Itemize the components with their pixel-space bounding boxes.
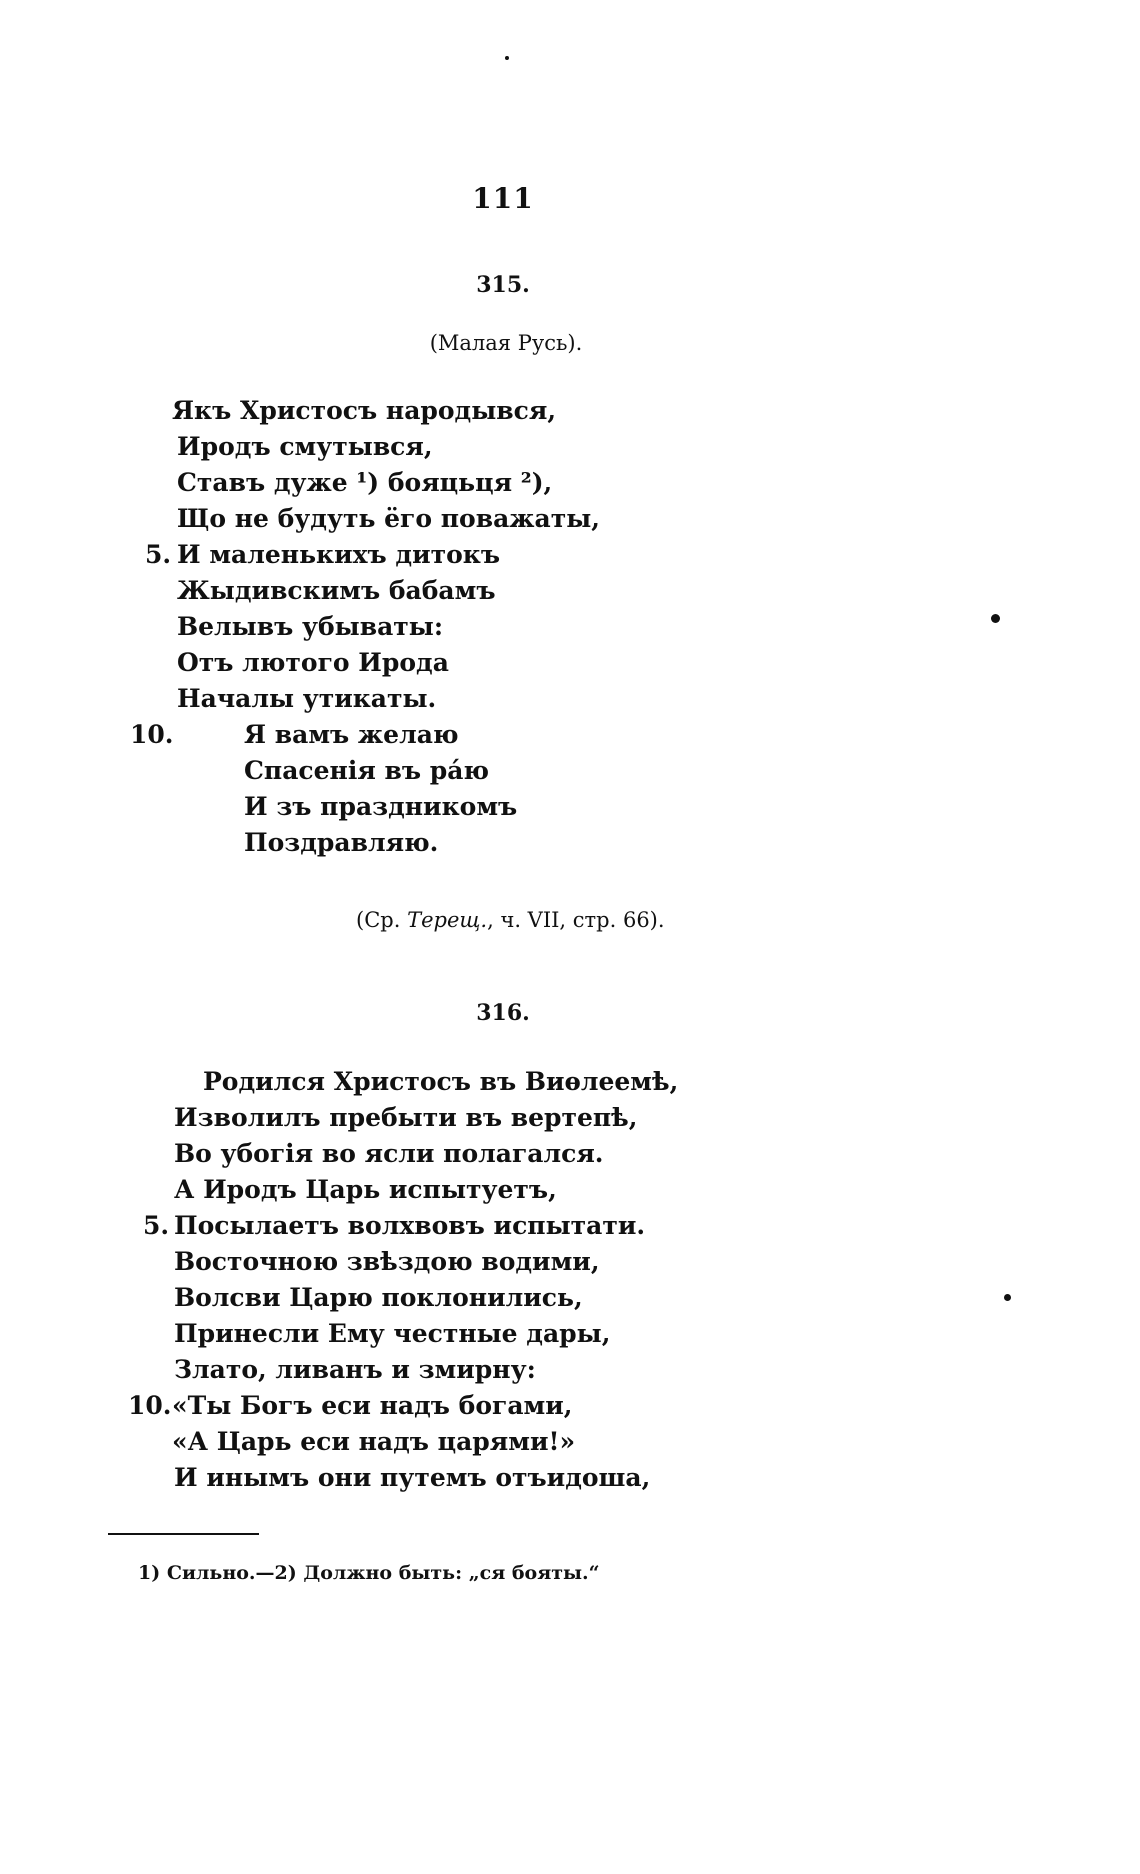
poem-number: 316. (476, 1000, 530, 1026)
footnote-divider (108, 1533, 259, 1535)
verse-line: Восточною звѣздою водими, (174, 1247, 600, 1276)
verse-line: Началы утикаты. (177, 684, 437, 713)
footnote: 1) Сильно.—2) Должно быть: „ся бояты.“ (138, 1562, 600, 1584)
verse-line: Иродъ смутывся, (177, 432, 433, 461)
verse-line: Що не будуть ёго поважаты, (177, 504, 600, 533)
page-number: 111 (472, 182, 534, 215)
verse-line: «Ты Богъ еси надъ богами, (172, 1391, 573, 1420)
verse-line: Ставъ дуже ¹) бояцьця ²), (177, 468, 553, 497)
verse-line: Родился Христосъ въ Виѳлеемѣ, (203, 1067, 679, 1096)
verse-line: Якъ Христосъ народывся, (172, 396, 557, 425)
line-number: 10. (130, 720, 174, 749)
verse-line: Посылаетъ волхвовъ испытати. (174, 1211, 646, 1240)
verse-line: И зъ праздникомъ (244, 792, 518, 821)
verse-line: Злато, ливанъ и змирну: (174, 1355, 536, 1384)
verse-line: Поздравляю. (244, 828, 439, 857)
source-reference (356, 908, 665, 932)
ink-speck (991, 614, 1000, 623)
poem-number: 315. (476, 272, 530, 298)
verse-line: И инымъ они путемъ отъидоша, (174, 1463, 651, 1492)
reference-details: , ч. VII, стр. 66). (487, 908, 665, 932)
line-number: 10. (128, 1391, 172, 1420)
ink-speck (1004, 1294, 1011, 1301)
poem-region: (Малая Русь). (429, 331, 583, 355)
line-number: 5. (143, 1211, 170, 1240)
ink-speck (505, 56, 509, 60)
verse-line: Велывъ убываты: (177, 612, 444, 641)
verse-line: Я вамъ желаю (244, 720, 459, 749)
verse-line: И маленькихъ дитокъ (177, 540, 501, 569)
verse-line: Принесли Ему честные дары, (174, 1319, 611, 1348)
line-number: 5. (145, 540, 172, 569)
verse-line: Изволилъ пребыти въ вертепѣ, (174, 1103, 638, 1132)
reference-source: Терещ. (407, 908, 488, 932)
verse-line: «А Царь еси надъ царями!» (172, 1427, 576, 1456)
verse-line: Жыдивскимъ бабамъ (177, 576, 496, 605)
verse-line: Спасенія въ ра́ю (244, 756, 490, 785)
reference-prefix: (Ср. (356, 908, 401, 932)
verse-line: А Иродъ Царь испытуетъ, (174, 1175, 557, 1204)
verse-line: Во убогія во ясли полагался. (174, 1139, 604, 1168)
verse-line: Отъ лютого Ирода (177, 648, 449, 677)
verse-line: Волсви Царю поклонились, (174, 1283, 583, 1312)
